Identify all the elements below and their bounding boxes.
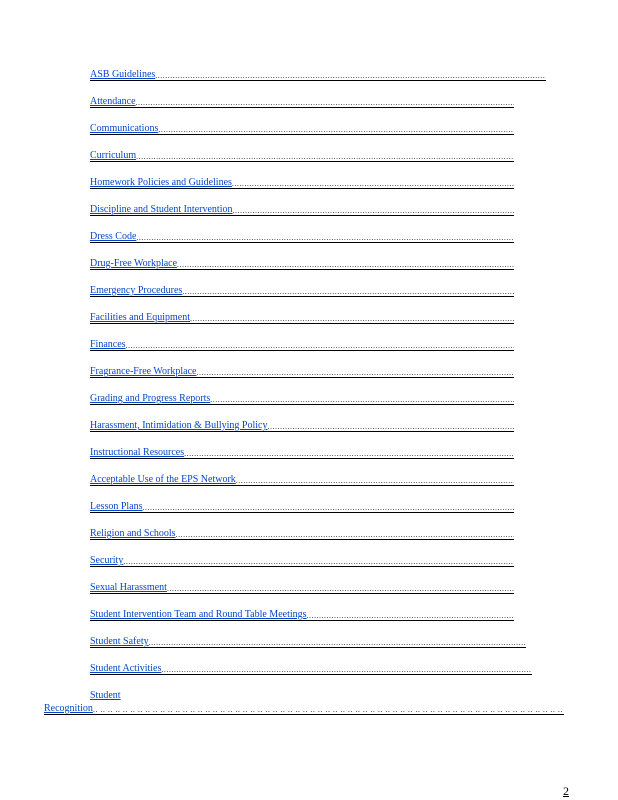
leader-dots	[182, 287, 514, 296]
leader-dots	[143, 503, 515, 512]
leader-dots	[136, 233, 514, 242]
toc-entry[interactable]	[90, 527, 514, 540]
leader-dots	[176, 530, 514, 539]
toc-entry-link[interactable]: Security	[90, 555, 124, 566]
toc-entry-link[interactable]: Religion and Schools	[90, 528, 176, 539]
leader-dots	[232, 206, 514, 215]
leader-dots	[136, 152, 514, 161]
leader-dots	[158, 125, 514, 134]
toc-entry-link-line1[interactable]: Student	[90, 690, 121, 701]
toc-entry[interactable]	[90, 203, 514, 216]
toc-entry[interactable]	[90, 311, 514, 324]
toc-entry-link[interactable]: Sexual Harassment	[90, 582, 167, 593]
leader-dots	[196, 368, 514, 377]
leader-dots	[190, 314, 514, 323]
toc-entry[interactable]	[90, 608, 514, 621]
toc-entry[interactable]	[90, 365, 514, 378]
toc-entry[interactable]	[90, 554, 514, 567]
toc-entry-link[interactable]: Communications	[90, 123, 159, 134]
toc-entry-link-line2[interactable]: Recognition	[44, 703, 93, 714]
toc-entry[interactable]	[90, 284, 514, 297]
toc-entry[interactable]	[44, 702, 564, 715]
toc-entry[interactable]	[90, 446, 514, 459]
leader-dots	[167, 584, 514, 593]
leader-dots	[126, 341, 514, 350]
toc-entry-link[interactable]: Instructional Resources	[90, 447, 185, 458]
toc-entry[interactable]	[90, 635, 526, 648]
toc-entry-link[interactable]: Student Activities	[90, 663, 162, 674]
leader-dots	[307, 611, 514, 620]
toc-entry[interactable]	[90, 68, 546, 81]
toc-entry-link[interactable]: Acceptable Use of the EPS Network	[90, 474, 236, 485]
toc-entry[interactable]	[90, 419, 514, 432]
toc-entry-link[interactable]: Student Intervention Team and Round Table Meetings	[90, 609, 307, 620]
toc-entry-link[interactable]: ASB Guidelines	[90, 69, 156, 80]
toc-entry[interactable]	[90, 122, 514, 135]
toc-entry[interactable]	[90, 257, 514, 270]
toc-entry-link[interactable]: Homework Policies and Guidelines	[90, 177, 232, 188]
toc-entry-link[interactable]: Discipline and Student Intervention	[90, 204, 233, 215]
toc-entry[interactable]	[90, 338, 514, 351]
toc-entry[interactable]	[90, 473, 514, 486]
toc-entry-link[interactable]: Lesson Plans	[90, 501, 143, 512]
toc-entry-link[interactable]: Finances	[90, 339, 126, 350]
leader-dots	[177, 260, 514, 269]
toc-entry[interactable]	[90, 149, 514, 162]
toc-entry-link[interactable]: Fragrance-Free Workplace	[90, 366, 197, 377]
toc-entry-link[interactable]: Harassment, Intimidation & Bullying Policy	[90, 420, 268, 431]
leader-dots	[232, 179, 514, 188]
toc-entry-link[interactable]: Emergency Procedures	[90, 285, 183, 296]
leader-dots	[161, 665, 532, 674]
leader-dots	[123, 557, 514, 566]
leader-dots	[149, 638, 526, 647]
leader-dots	[136, 98, 514, 107]
leader-dots	[210, 395, 514, 404]
toc-entry[interactable]	[90, 95, 514, 108]
toc-entry-link[interactable]: Drug-Free Workplace	[90, 258, 178, 269]
toc-entry-link[interactable]: Student Safety	[90, 636, 149, 647]
toc-entry-link[interactable]: Grading and Progress Reports	[90, 393, 211, 404]
page-number: 2	[563, 784, 569, 798]
leader-dots	[93, 705, 564, 714]
toc-entry-link[interactable]: Curriculum	[90, 150, 137, 161]
leader-dots	[236, 476, 514, 485]
toc-entry-link[interactable]: Dress Code	[90, 231, 137, 242]
toc-entry[interactable]	[90, 662, 532, 675]
leader-dots	[184, 449, 514, 458]
toc-entry[interactable]	[90, 230, 514, 243]
toc-entry[interactable]	[90, 392, 514, 405]
toc-entry[interactable]	[90, 500, 514, 513]
toc-entry[interactable]	[90, 176, 514, 189]
toc-entry-link[interactable]: Facilities and Equipment	[90, 312, 190, 323]
toc-entry[interactable]	[90, 581, 514, 594]
toc-entry-link[interactable]: Attendance	[90, 96, 136, 107]
leader-dots	[155, 71, 546, 80]
leader-dots	[268, 422, 515, 431]
